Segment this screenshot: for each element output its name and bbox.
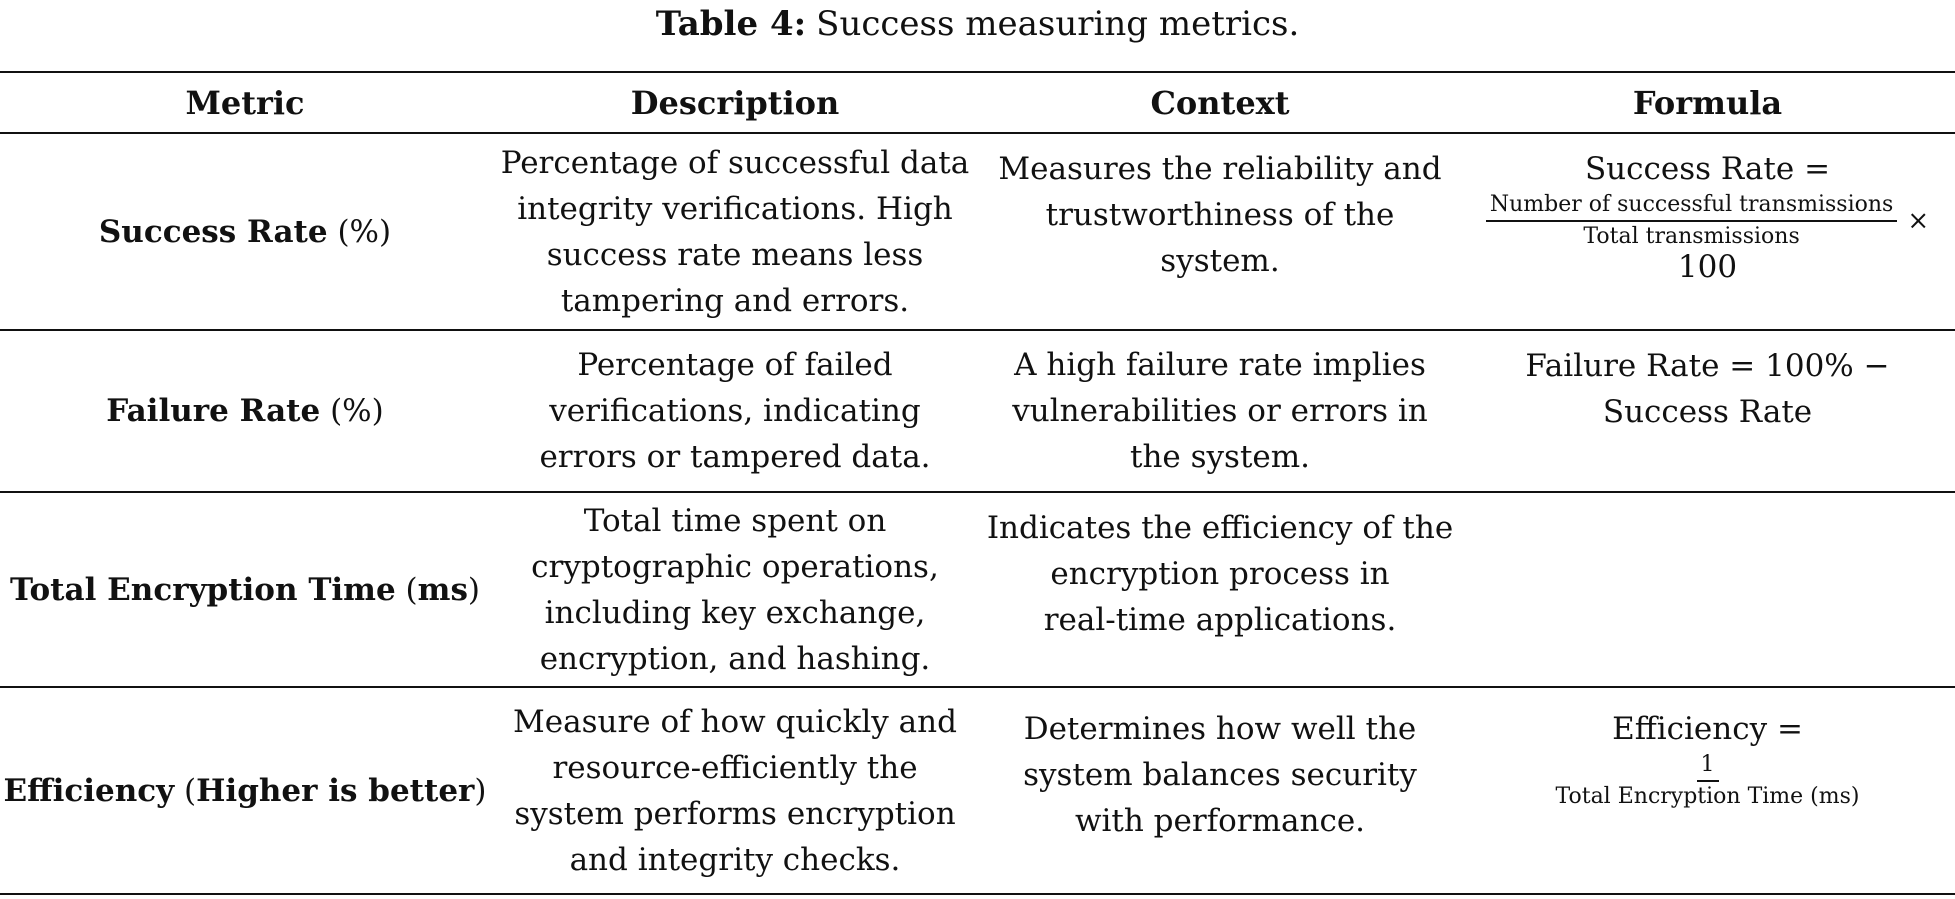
context-total-encryption-time: Indicates the efficiency of the encryption process in real-time applications. <box>986 510 1454 638</box>
metric-success-rate: Success Rate (%) <box>98 213 392 250</box>
caption-label: Table 4: <box>655 4 807 44</box>
description-efficiency: Measure of how quickly and resource-efficiently the system performs encryption and integrity checks. <box>513 703 957 878</box>
metric-efficiency: Efficiency (Higher is better) <box>3 772 487 809</box>
context-efficiency: Determines how well the system balances security with performance. <box>1023 711 1417 839</box>
description-total-encryption-time: Total time spent on cryptographic operations, including key exchange, encryption, and hashing. <box>531 502 939 677</box>
metric-total-encryption-time: Total Encryption Time (ms) <box>9 571 481 608</box>
formula-lhs: Success Rate = <box>1584 151 1831 187</box>
formula-total-encryption-time <box>1460 493 1955 686</box>
header-formula: Formula <box>1632 83 1783 122</box>
description-failure-rate: Percentage of failed verifications, indicating errors or tampered data. <box>539 347 931 475</box>
table-caption <box>0 0 1955 48</box>
caption-text: Success measuring metrics. <box>816 4 1300 44</box>
formula-fraction: $\frac{\text{Number of successful transmissions}}{\text{Total transmissions}}$ <box>1486 192 1897 250</box>
header-metric: Metric <box>185 83 305 122</box>
table-row <box>0 493 490 686</box>
table-row <box>0 134 490 329</box>
header-description: Description <box>630 83 840 122</box>
header-context: Context <box>1150 83 1290 122</box>
formula-fraction: $\frac{1}{\text{Total Encryption Time (ms)}}$ <box>1555 752 1860 809</box>
formula-failure-rate: Failure Rate = 100% − Success Rate <box>1525 348 1890 430</box>
formula-operator: × <box>1907 206 1930 236</box>
description-success-rate: Percentage of successful data integrity verifications. High success rate means less tampering and errors. <box>500 144 970 319</box>
formula-tail: 100 <box>1677 249 1738 285</box>
context-success-rate: Measures the reliability and trustworthiness of the system. <box>998 151 1442 279</box>
bottom-rule <box>0 893 1955 895</box>
table-row <box>0 688 490 893</box>
context-failure-rate: A high failure rate implies vulnerabilities or errors in the system. <box>1012 347 1428 475</box>
formula-lhs: Efficiency = <box>1612 711 1803 747</box>
table-row <box>0 331 490 491</box>
metric-failure-rate: Failure Rate (%) <box>106 393 384 429</box>
formula-efficiency <box>1460 688 1955 893</box>
formula-success-rate <box>1460 134 1955 329</box>
